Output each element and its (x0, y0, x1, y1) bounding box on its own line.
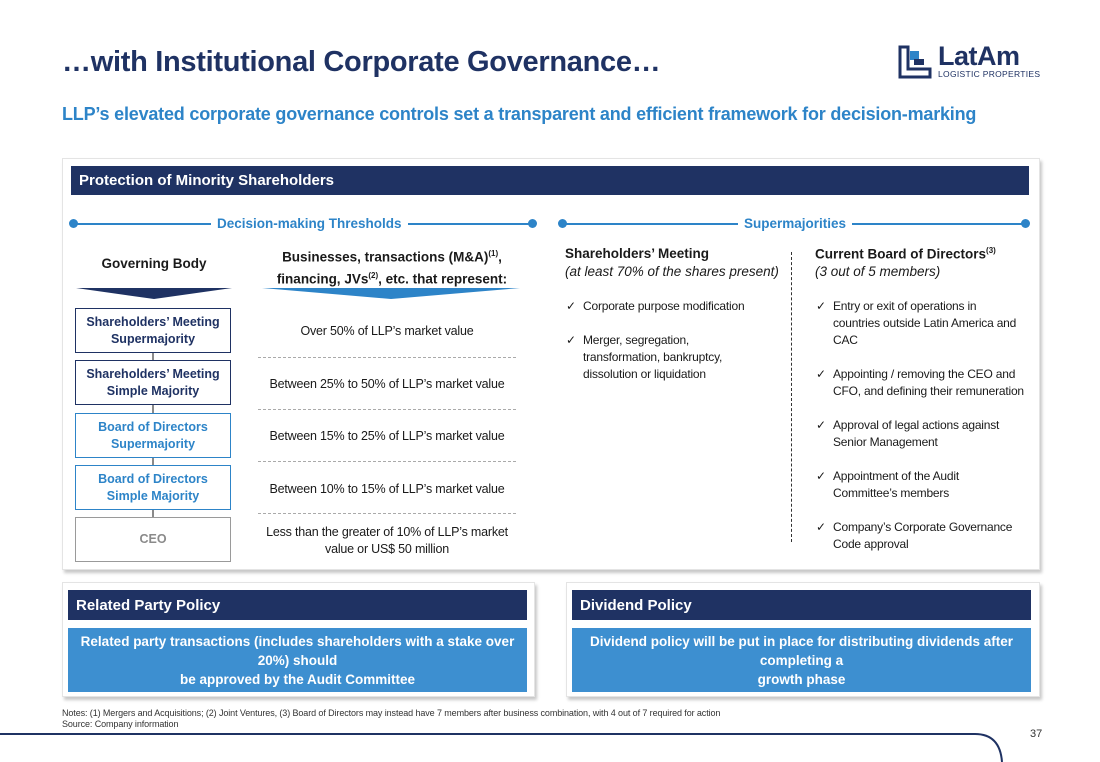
threshold-separator (258, 513, 516, 514)
board-sub: (3 out of 5 members) (815, 264, 941, 279)
checklist-item: ✓ Appointment of the Audit Committee’s members (816, 469, 959, 500)
check-icon: ✓ (816, 299, 826, 313)
transactions-head: Businesses, transactions (M&A)$^{(1)}$, financing, JVs$^{(2)}$, etc. that represent: (276, 249, 508, 286)
checklist-item: ✓ Approval of legal actions against Senior Management (816, 418, 1000, 449)
thresholds-label: Decision-making Thresholds (211, 216, 408, 231)
threshold-text: Less than the greater of 10% of LLP’s market value or US$ 50 million (266, 525, 508, 556)
threshold-text: Between 15% to 25% of LLP’s market value (269, 429, 505, 443)
shareholders-meeting-sub: (at least 70% of the shares present) (565, 264, 779, 279)
checklist-item: ✓ Appointing / removing the CEO and CFO, and defining their remuneration (816, 367, 1024, 398)
governing-body-box: Shareholders’ Meeting Simple Majority (75, 360, 231, 405)
section-dot (528, 219, 537, 228)
checklist-item: ✓ Corporate purpose modification (566, 299, 745, 313)
footnotes (62, 708, 720, 730)
governing-body-box: CEO (75, 517, 231, 562)
threshold-text: Between 25% to 50% of LLP’s market value (269, 377, 505, 391)
dividend-title-bar: Dividend Policy (572, 590, 1031, 620)
board-head: Current Board of Directors$^{(3)}$ (815, 246, 996, 262)
related-party-text: Related party transactions (includes shareholders with a stake over 20%) should be approved by the Audit Committee (68, 628, 527, 692)
check-icon: ✓ (566, 299, 576, 313)
checklist-item: ✓ Merger, segregation, transformation, bankruptcy, dissolution or liquidation (566, 333, 723, 381)
shareholders-meeting-head: Shareholders’ Meeting (565, 246, 710, 261)
threshold-text: Between 10% to 15% of LLP’s market value (269, 482, 505, 496)
logo-tagline: LOGISTIC PROPERTIES (938, 69, 1041, 79)
threshold-text: Over 50% of LLP’s market value (300, 324, 474, 338)
check-icon: ✓ (816, 520, 826, 534)
page-title: …with Institutional Corporate Governance… (62, 46, 661, 78)
governing-body-box: Board of Directors Simple Majority (75, 465, 231, 510)
check-icon: ✓ (816, 418, 826, 432)
supermajorities-label: Supermajorities (738, 216, 852, 231)
latam-logo-icon (898, 45, 932, 79)
check-icon: ✓ (816, 469, 826, 483)
governing-body-box: Board of Directors Supermajority (75, 413, 231, 458)
related-party-title-bar: Related Party Policy (68, 590, 527, 620)
footer-rule (0, 728, 1010, 762)
threshold-separator (258, 357, 516, 358)
page-subtitle: LLP’s elevated corporate governance controls set a transparent and efficient framework for decision-marking (62, 104, 977, 124)
check-icon: ✓ (566, 333, 576, 347)
company-logo (898, 41, 1041, 80)
threshold-separator (258, 461, 516, 462)
logo-name: LatAm (938, 41, 1020, 71)
checklist-item: ✓ Company’s Corporate Governance Code approval (816, 520, 1013, 551)
section-dot (1021, 219, 1030, 228)
check-icon: ✓ (816, 367, 826, 381)
threshold-separator (258, 409, 516, 410)
page-number: 37 (1030, 728, 1043, 740)
chevron-down-icon (76, 288, 232, 300)
governing-body-box: Shareholders’ Meeting Supermajority (75, 308, 231, 353)
protection-title-bar: Protection of Minority Shareholders (71, 166, 1029, 195)
dividend-text: Dividend policy will be put in place for distributing dividends after completing a growth phase (572, 628, 1031, 692)
notes-text: Notes: (1) Mergers and Acquisitions; (2) Joint Ventures, (3) Board of Directors may instead have 7 members after business combination, with 4 out of 7 required for action (62, 708, 721, 718)
chevron-down-icon (262, 288, 520, 300)
governing-body-head: Governing Body (101, 256, 207, 271)
source-text: Source: Company information (62, 719, 179, 729)
column-divider (791, 252, 792, 542)
checklist-item: ✓ Entry or exit of operations in countries outside Latin America and CAC (816, 299, 1017, 347)
